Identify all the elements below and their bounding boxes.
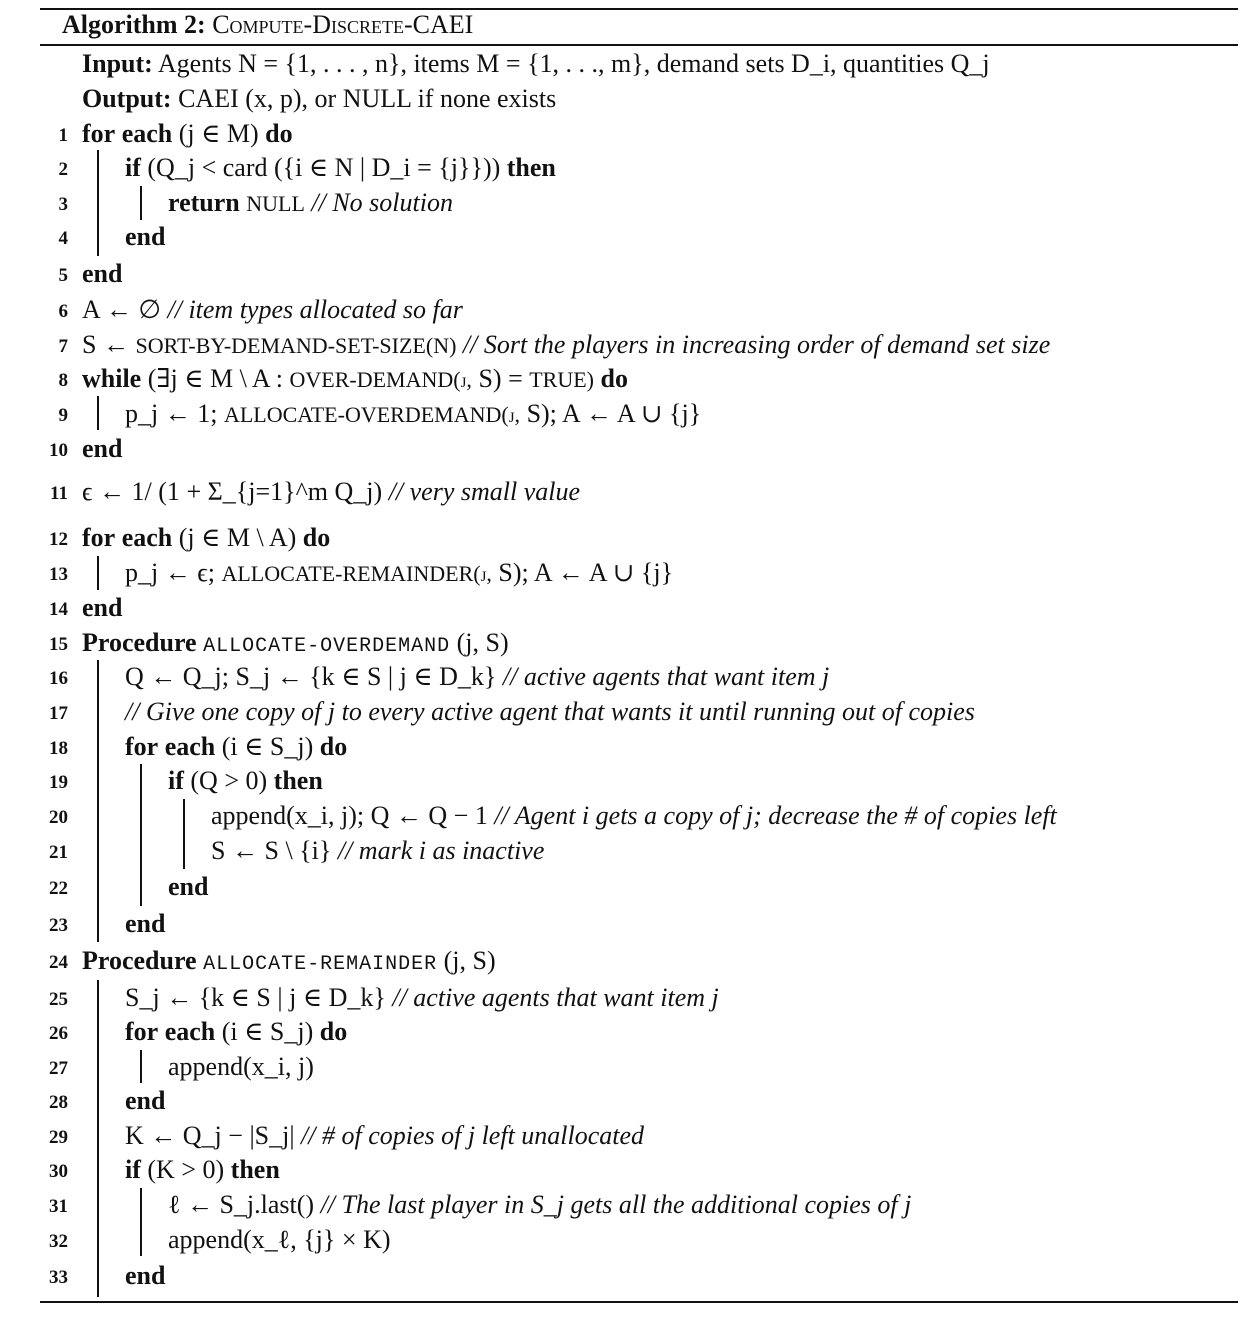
input-text: Agents N = {1, . . . , n}, items M = {1, . . ., m}, demand sets D_i, quantities Q_j	[157, 49, 990, 78]
line-number: 3	[58, 194, 68, 215]
line-number: 2	[58, 159, 68, 180]
line-code: for each (i ∈ S_j) do	[125, 732, 348, 761]
line-number: 7	[58, 336, 68, 357]
algorithm-line	[0, 118, 1256, 150]
algorithm-title	[62, 9, 473, 41]
algorithm-label: Algorithm 2:	[62, 10, 206, 39]
algorithm-line	[0, 945, 1256, 977]
line-code: end	[125, 222, 166, 251]
line-number: 16	[49, 668, 68, 689]
line-number: 1	[58, 125, 68, 146]
line-number: 25	[49, 989, 68, 1010]
line-number: 11	[50, 483, 68, 504]
algorithm-line	[0, 433, 1256, 465]
line-code: Procedure ALLOCATE-OVERDEMAND (j, S)	[82, 628, 509, 658]
block-bar	[183, 799, 185, 869]
algorithm-line	[0, 696, 1256, 728]
block-bar	[140, 1188, 142, 1256]
title-rule	[40, 44, 1238, 46]
line-number: 19	[49, 772, 68, 793]
line-number: 32	[49, 1231, 68, 1252]
line-number: 23	[49, 915, 68, 936]
block-bar	[97, 980, 99, 1297]
line-code: end	[125, 1261, 166, 1290]
block-bar	[140, 1050, 142, 1083]
algorithm-line	[0, 1224, 1256, 1256]
line-code: end	[82, 434, 123, 463]
algorithm-line	[0, 1051, 1256, 1083]
algorithm-line	[0, 557, 1256, 589]
block-bar	[140, 186, 142, 220]
line-number: 12	[49, 529, 68, 550]
line-code: Procedure ALLOCATE-REMAINDER (j, S)	[82, 946, 496, 976]
algorithm-line	[0, 731, 1256, 763]
line-number: 29	[49, 1127, 68, 1148]
algorithm-line	[0, 152, 1256, 184]
line-code: end	[82, 259, 123, 288]
line-number: 6	[58, 301, 68, 322]
line-code: ℓ ← S_j.last() // The last player in S_j gets all the additional copies of j	[168, 1190, 912, 1219]
line-code: end	[125, 909, 166, 938]
line-code: end	[168, 872, 209, 901]
line-code: while (∃j ∈ M \ A : OVER-DEMAND(j, S) = TRUE) do	[82, 364, 628, 393]
line-number: 22	[49, 878, 68, 899]
algorithm-line	[0, 871, 1256, 903]
line-number: 27	[49, 1058, 68, 1079]
algorithm-line	[0, 329, 1256, 361]
block-bar	[97, 150, 99, 256]
line-code: for each (j ∈ M) do	[82, 119, 293, 148]
algorithm-line	[0, 592, 1256, 624]
line-code: ϵ ← 1/ (1 + Σ_{j=1}^m Q_j) // very small value	[82, 477, 581, 506]
line-code: p_j ← ϵ; ALLOCATE-REMAINDER(j, S); A ← A ∪ {j}	[125, 558, 674, 587]
algorithm-line	[0, 1016, 1256, 1048]
block-bar	[140, 764, 142, 906]
line-code: K ← Q_j − |S_j| // # of copies of j left unallocated	[125, 1121, 645, 1150]
line-number: 30	[49, 1161, 68, 1182]
input-label: Input:	[82, 49, 153, 78]
algorithm-line	[0, 1120, 1256, 1152]
block-bar	[97, 556, 99, 590]
line-code: S ← SORT-BY-DEMAND-SET-SIZE(N) // Sort the players in increasing order of demand set size	[82, 330, 1051, 359]
line-number: 21	[49, 842, 68, 863]
algorithm-line	[0, 1154, 1256, 1186]
line-number: 10	[49, 440, 68, 461]
algorithm-line	[0, 398, 1256, 430]
bottom-rule	[40, 1301, 1238, 1303]
line-code: if (K > 0) then	[125, 1155, 280, 1184]
line-number: 5	[58, 265, 68, 286]
algorithm-line	[0, 982, 1256, 1014]
algorithm-line	[0, 800, 1256, 832]
line-number: 20	[49, 807, 68, 828]
algorithm-line	[0, 1260, 1256, 1292]
line-code: append(x_i, j); Q ← Q − 1 // Agent i gets a copy of j; decrease the # of copies left	[211, 801, 1057, 830]
line-number: 33	[49, 1267, 68, 1288]
line-number: 14	[49, 599, 68, 620]
line-number: 4	[58, 228, 68, 249]
algorithm-line	[0, 363, 1256, 395]
algorithm-line	[0, 765, 1256, 797]
line-number: 9	[58, 405, 68, 426]
line-code: Q ← Q_j; S_j ← {k ∈ S | j ∈ D_k} // active agents that want item j	[125, 662, 830, 691]
block-bar	[97, 396, 99, 430]
line-number: 18	[49, 738, 68, 759]
algorithm-line	[0, 221, 1256, 253]
line-number: 26	[49, 1023, 68, 1044]
algorithm-line	[0, 835, 1256, 867]
line-code: for each (j ∈ M \ A) do	[82, 523, 331, 552]
line-number: 13	[49, 564, 68, 585]
line-code: end	[82, 593, 123, 622]
algorithm-line	[0, 1085, 1256, 1117]
line-number: 24	[49, 952, 68, 973]
line-code: if (Q > 0) then	[168, 766, 323, 795]
algorithm-line	[0, 1189, 1256, 1221]
block-bar	[97, 660, 99, 942]
line-code: append(x_i, j)	[168, 1052, 314, 1081]
line-code: // Give one copy of j to every active agent that wants it until running out of copies	[125, 697, 975, 726]
algorithm-line	[0, 661, 1256, 693]
output-line	[82, 83, 556, 115]
line-code: S_j ← {k ∈ S | j ∈ D_k} // active agents that want item j	[125, 983, 719, 1012]
output-label: Output:	[82, 84, 172, 113]
line-code: A ← ∅ // item types allocated so far	[82, 295, 463, 324]
algorithm-line	[0, 627, 1256, 659]
line-number: 28	[49, 1092, 68, 1113]
input-line	[82, 48, 990, 80]
line-number: 8	[58, 370, 68, 391]
algorithm-line	[0, 908, 1256, 940]
algorithm-line	[0, 258, 1256, 290]
algorithm-name: Compute-Discrete-CAEI	[212, 10, 474, 39]
line-code: if (Q_j < card ({i ∈ N | D_i = {j}})) then	[125, 153, 556, 182]
algorithm-line	[0, 476, 1256, 508]
line-code: S ← S \ {i} // mark i as inactive	[211, 836, 545, 865]
output-text: CAEI (x, p), or NULL if none exists	[178, 84, 557, 113]
algorithm-line	[0, 294, 1256, 326]
line-number: 15	[49, 634, 68, 655]
line-number: 17	[49, 703, 68, 724]
line-code: return NULL // No solution	[168, 188, 453, 217]
algorithm-line	[0, 187, 1256, 219]
line-code: end	[125, 1086, 166, 1115]
line-code: append(x_ℓ, {j} × K)	[168, 1225, 391, 1254]
line-number: 31	[49, 1196, 68, 1217]
algorithm-line	[0, 522, 1256, 554]
line-code: for each (i ∈ S_j) do	[125, 1017, 348, 1046]
line-code: p_j ← 1; ALLOCATE-OVERDEMAND(j, S); A ← A ∪ {j}	[125, 399, 702, 428]
